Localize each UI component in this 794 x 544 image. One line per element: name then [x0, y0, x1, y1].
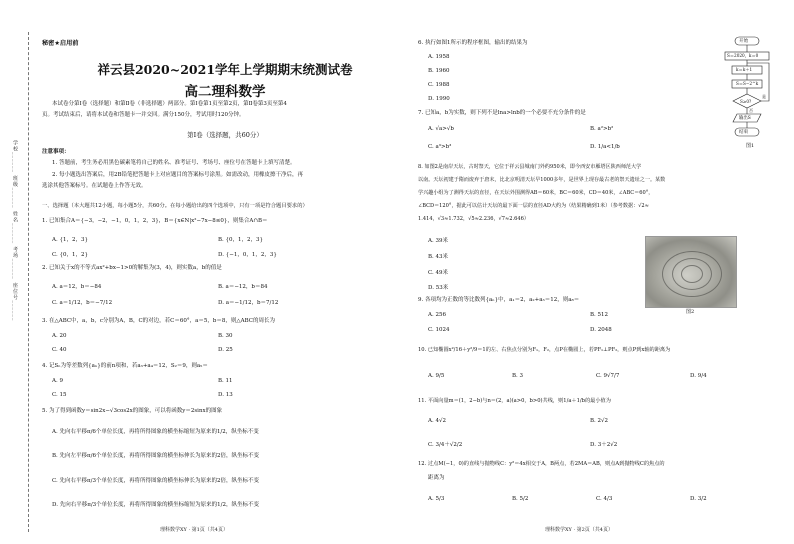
temple-photo: [645, 236, 737, 308]
q2-option-d: D. a＝−1/12，b＝7/12: [218, 300, 279, 306]
q12-option-a: A. 5/3: [428, 496, 445, 502]
q9-option-a: A. 256: [428, 312, 446, 318]
question-2: 2. 已知关于x的不等式ax²+bx−1>0的解集为(3，4)，则实数a，b的值是: [42, 265, 222, 271]
q10-option-c: C. 9√7/7: [596, 373, 620, 379]
page-2: [400, 0, 794, 544]
flow-start: 开始: [739, 39, 749, 44]
q8-option-b: B. 43米: [428, 254, 449, 260]
q6-option-a: A. 1958: [428, 54, 450, 60]
q9-option-b: B. 512: [590, 312, 609, 318]
flow-condition: S≥0?: [740, 99, 752, 104]
flow-init: S＝2020，k＝0: [727, 53, 759, 58]
question-8-line-3: 学兴趣小组为了测得天坛的直径，在天坛外围测得AB＝60米，BC＝60米，CD＝40米，∠ABC＝60°，: [418, 190, 654, 196]
question-7: 7. 已知a，b为实数，则下列不是lna>lnb的一个必要不充分条件的是: [418, 110, 586, 116]
notice-2a: 2. 每小题选出答案后，用2B铅笔把答题卡上对应题目的答案标号涂黑。如需改动，用橡皮擦干净后，再: [52, 172, 304, 178]
q12-option-d: D. 3/2: [690, 496, 707, 502]
secret-label: 秘密★启用前: [42, 40, 79, 47]
q11-option-d: D. 3＋2√2: [590, 442, 618, 448]
question-9: 9. 各项均为正数的等比数列{aₙ}中，a₁＝2，a₂+a₃＝12，则a₈＝: [418, 297, 580, 303]
q6-option-b: B. 1960: [428, 68, 450, 74]
q3-option-c: C. 40: [52, 347, 67, 353]
flow-end: 结束: [739, 130, 749, 135]
flow-step2: S＝S−2^k: [736, 81, 759, 86]
question-3: 3. 在△ABC中，a，b，c分别为A，B，C的对边，若C＝60°，a＝5，b＝8，则△ABC的周长为: [42, 318, 275, 324]
question-8-line-1: 8. 如图2是南岸天坛，古时祭天，它位于祥云县城南门外约950米，即今西安市雁塔区陕西师范大学: [418, 164, 642, 170]
notice-2b: 选涂其他答案标号。在试题卷上作答无效。: [42, 183, 147, 189]
question-8-line-5: 1.414，√3≈1.732，√5≈2.236，√7≈2.646）: [418, 216, 529, 222]
exam-subtitle: 高二理科数学: [184, 84, 266, 100]
notice-title: 注意事项：: [42, 149, 70, 155]
q3-option-a: A. 20: [52, 333, 67, 339]
q12-option-c: C. 4/3: [596, 496, 613, 502]
q12-option-b: B. 5/2: [512, 496, 529, 502]
q2-option-c: C. a＝1/12，b＝−7/12: [52, 300, 113, 306]
q7-option-d: D. 1/a<1/b: [590, 144, 620, 150]
q11-option-b: B. 2√2: [590, 418, 609, 424]
question-5: 5. 为了得到函数y＝sin2x−√3cos2x的图象，可以将函数y＝2sinx的图象: [42, 408, 223, 414]
flowchart-figure: [711, 2, 789, 142]
q1-option-c: C. {0，1，2}: [52, 252, 89, 258]
q7-option-a: A. √a>√b: [428, 126, 454, 132]
question-6: 6. 执行如图1所示的程序框图，输出的结果为: [418, 40, 528, 46]
q7-option-b: B. a²>b²: [590, 126, 614, 132]
q1-option-b: B. {0，1，2，3}: [218, 237, 264, 243]
question-12-line-2: 距离为: [428, 475, 445, 481]
binding-dashed-line: [28, 32, 29, 532]
q3-option-d: D. 25: [218, 347, 233, 353]
flow-step1: k＝k＋1: [736, 67, 753, 72]
q8-option-d: D. 53米: [428, 285, 449, 291]
q5-option-c: C. 先向右平移π/3个单位长度，再将所得图象的横坐标伸长为原来的2倍，纵坐标不变: [52, 478, 259, 484]
q11-option-a: A. 4√2: [428, 418, 446, 424]
question-8-line-2: 以南。天坛初建于隋而废弃于唐末，比北京明清天坛早1000多年，是世界上现存最古老的祭天遗址之一。某数: [418, 177, 666, 183]
part1-heading: 一、选择题（本大题共12小题，每小题5分，共60分。在每小题给出的四个选项中，只有一项是符合题目要求的）: [42, 203, 308, 209]
q10-option-d: D. 9/4: [690, 373, 707, 379]
q10-option-a: A. 9/5: [428, 373, 445, 379]
q2-option-a: A. a＝12，b＝−84: [52, 284, 102, 290]
section-heading: 第Ⅰ卷（选择题，共60分）: [187, 131, 263, 139]
q6-option-c: C. 1988: [428, 82, 450, 88]
q5-option-a: A. 先向右平移π/6个单位长度，再将所得图象的横坐标缩短为原来的1/2，纵坐标不变: [52, 429, 259, 435]
exam-title: 祥云县2020~2021学年上学期期末统测试卷: [97, 62, 353, 77]
q4-option-a: A. 9: [52, 378, 63, 384]
question-12-line-1: 12. 过点M(−1，0)的直线与抛物线C：y²＝4x相交于A，B两点，若2MA＝AB，则点A到抛物线C的焦点的: [418, 461, 665, 467]
question-4: 4. 记Sₙ为等差数列{aₙ}的前n项和，若a₃+a₄＝12，S₂＝9，则a₅＝: [42, 363, 208, 369]
q9-option-d: D. 2048: [590, 327, 612, 333]
question-11: 11. 平面向量m＝(1，2−b)与n＝(2，a)(a>0，b>0)共线，则1/a＋1/b的最小值为: [418, 398, 611, 404]
question-10: 10. 已知椭圆x²/16＋y²/9＝1的左、右焦点分别为F₁，F₂，点P在椭圆上，若PF₁⊥PF₂，则点P到x轴的距离为: [418, 347, 671, 353]
figure-2-caption: 图2: [686, 309, 695, 315]
flow-no: 否: [749, 108, 753, 113]
q4-option-b: B. 11: [218, 378, 233, 384]
q7-option-c: C. a³>b³: [428, 144, 452, 150]
q5-option-b: B. 先向左平移π/6个单位长度，再将所得图象的横坐标伸长为原来的2倍，纵坐标不变: [52, 453, 260, 459]
q11-option-c: C. 3/4＋√2/2: [428, 442, 463, 448]
q3-option-b: B. 30: [218, 333, 233, 339]
page-1-footer: 理科数学XY · 第1页（共4页）: [160, 527, 228, 533]
question-8-line-4: ∠BCD＝120°，据此可以估计天坛的最下面一层的直径AD大约为（结果精确到1米）（参考数据：√2≈: [418, 203, 649, 209]
q8-option-c: C. 49米: [428, 270, 449, 276]
figure-1-caption: 图1: [746, 143, 755, 149]
q10-option-b: B. 3: [512, 373, 524, 379]
intro-line-2: 页。考试结束后，请将本试卷和答题卡一并交回。满分150分，考试用时120分钟。: [42, 112, 245, 118]
q1-option-d: D. {−1，0，1，2，3}: [218, 252, 277, 258]
q1-option-a: A. {1，2，3}: [52, 237, 88, 243]
question-1: 1. 已知集合A＝{−3，−2，−1，0，1，2，3}，B＝{x∈N|x²−7x−8≤0}，则集合A∩B＝: [42, 218, 268, 224]
page-2-footer: 理科数学XY · 第2页（共4页）: [545, 527, 613, 533]
intro-line-1: 本试卷分第Ⅰ卷（选择题）和第Ⅱ卷（非选择题）两部分。第Ⅰ卷第1页至第2页，第Ⅱ卷第3页至第4: [52, 101, 287, 107]
q4-option-d: D. 13: [218, 392, 233, 398]
q8-option-a: A. 39米: [428, 238, 448, 244]
flow-output: 输出S: [739, 116, 751, 121]
q5-option-d: D. 先向右平移π/3个单位长度，再将所得图象的横坐标缩短为原来的1/2，纵坐标不变: [52, 502, 260, 508]
q4-option-c: C. 15: [52, 392, 67, 398]
q2-option-b: B. a＝−12，b＝84: [218, 284, 268, 290]
flow-yes: 是: [762, 94, 766, 99]
q9-option-c: C. 1024: [428, 327, 450, 333]
temple-ring-inner: [681, 265, 703, 283]
notice-1: 1. 答题前，考生务必用黑色碳素笔将自己的姓名、准考证号、考场号、座位号在答题卡上填写清楚。: [52, 160, 296, 166]
q6-option-d: D. 1990: [428, 96, 450, 102]
binding-info: 学校______ 班级______ 姓名______ 考场______ 座位号______: [12, 140, 18, 322]
